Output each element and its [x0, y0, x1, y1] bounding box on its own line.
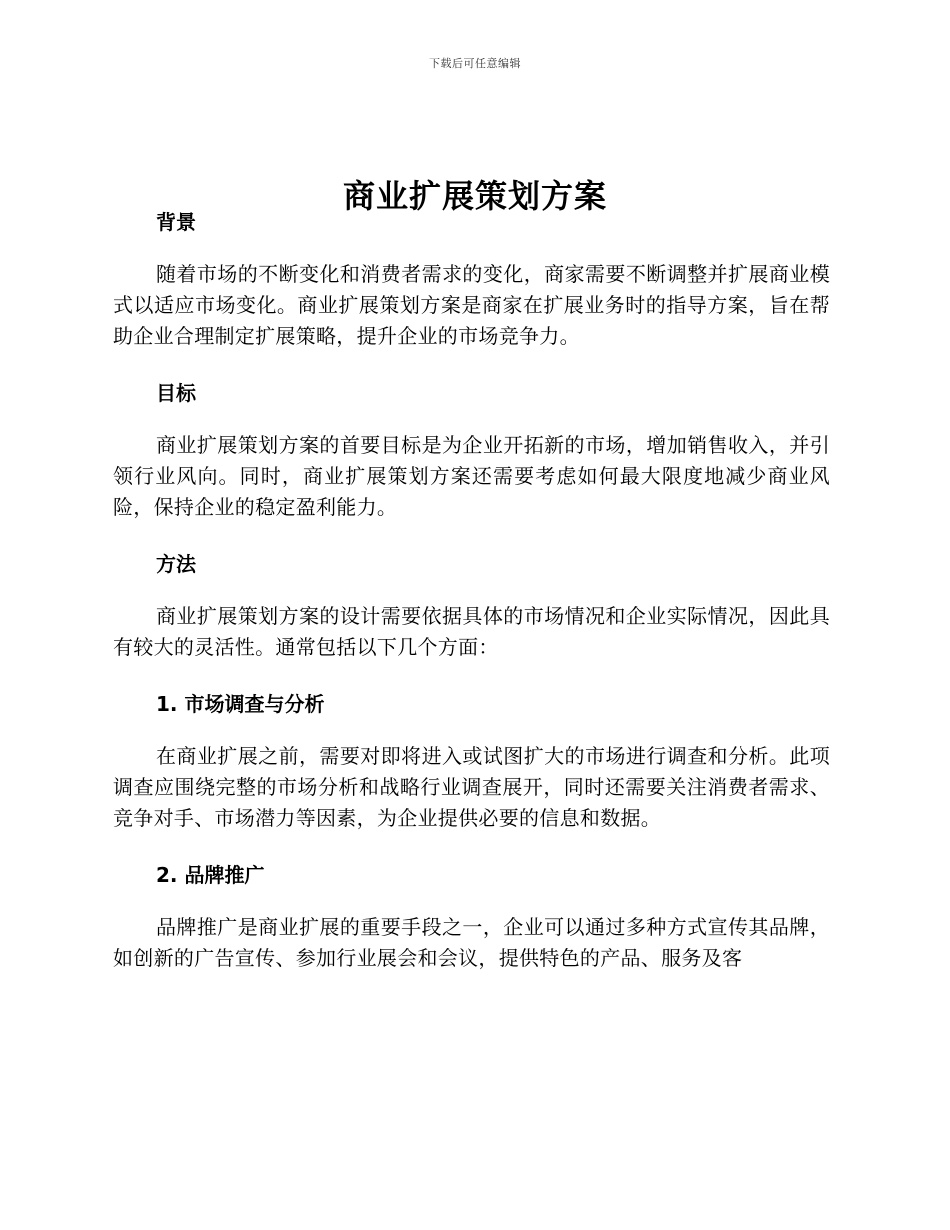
- document-body: [113, 203, 830, 996]
- section-paragraph-background: 随着市场的不断变化和消费者需求的变化，商家需要不断调整并扩展商业模式以适应市场变化。商业扩展策划方案是商家在扩展业务时的指导方案，旨在帮助企业合理制定扩展策略，提升企业的市场竞争力。: [113, 262, 830, 348]
- section-heading-market-research: 1. 市场调查与分析: [156, 692, 325, 716]
- section-heading-brand-promotion: 2. 品牌推广: [156, 863, 265, 887]
- section-paragraph-method: 商业扩展策划方案的设计需要依据具体的市场情况和企业实际情况，因此具有较大的灵活性。通常包括以下几个方面：: [113, 604, 830, 659]
- section-heading-background: 背景: [156, 210, 196, 234]
- page-header-note: 下载后可任意编辑: [429, 57, 521, 70]
- section-paragraph-brand-promotion: 品牌推广是商业扩展的重要手段之一，企业可以通过多种方式宣传其品牌，如创新的广告宣传、参加行业展会和会议，提供特色的产品、服务及客: [113, 915, 830, 970]
- document-title: 商业扩展策划方案: [342, 177, 607, 216]
- section-paragraph-market-research: 在商业扩展之前，需要对即将进入或试图扩大的市场进行调查和分析。此项调查应围绕完整的市场分析和战略行业调查展开，同时还需要关注消费者需求、竞争对手、市场潜力等因素，为企业提供必要的信息和数据。: [113, 744, 830, 830]
- section-heading-goal: 目标: [156, 381, 196, 405]
- section-heading-method: 方法: [156, 552, 196, 576]
- section-paragraph-goal: 商业扩展策划方案的首要目标是为企业开拓新的市场，增加销售收入，并引领行业风向。同时，商业扩展策划方案还需要考虑如何最大限度地减少商业风险，保持企业的稳定盈利能力。: [113, 433, 830, 519]
